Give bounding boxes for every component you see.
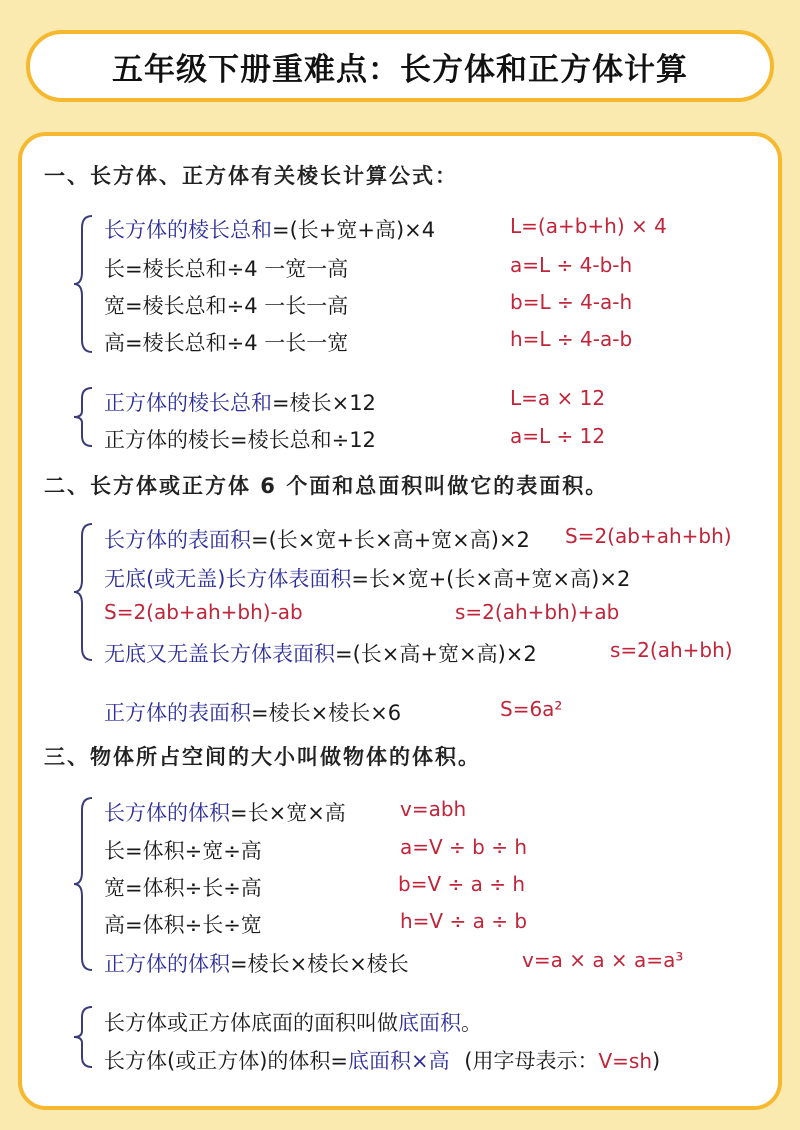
- s1-formula-5: L=a × 12: [510, 386, 606, 410]
- page-title: 五年级下册重难点：长方体和正方体计算: [112, 51, 688, 88]
- s2-line-4-text: =(长×高+宽×高)×2: [335, 642, 537, 666]
- s2-formula-1: S=2(ab+ah+bh): [565, 524, 732, 548]
- s3-line-4: 高=体积÷长÷宽: [104, 913, 262, 937]
- s3-formula-4: h=V ÷ a ÷ b: [400, 909, 528, 933]
- s1-line-5-text: =棱长×12: [272, 391, 376, 415]
- s2-line-2-term: 无底(或无盖)长方体表面积: [104, 567, 352, 591]
- s2-formula-3b: s=2(ah+bh)+ab: [455, 600, 620, 624]
- s1-line-4: 高=棱长总和÷4 一长一宽: [104, 331, 349, 355]
- s3-line-7-d: ): [652, 1049, 661, 1073]
- s3-line-5: [104, 948, 409, 978]
- s1-line-1-term: 长方体的棱长总和: [104, 218, 272, 242]
- s3-line-7: [104, 1045, 660, 1075]
- s3-line-6-c: 。: [461, 1011, 482, 1035]
- brace-2: [72, 522, 96, 662]
- s3-line-6-term: 底面积: [398, 1011, 461, 1035]
- s2-line-5-text: =棱长×棱长×6: [251, 701, 402, 725]
- s2-formula-3a: S=2(ab+ah+bh)-ab: [104, 600, 303, 624]
- s2-line-1-term: 长方体的表面积: [104, 528, 251, 552]
- s1-line-5-term: 正方体的棱长总和: [104, 391, 272, 415]
- brace-3a: [72, 796, 96, 972]
- s3-formula-5: v=a × a × a=a³: [522, 948, 684, 972]
- s2-formula-5: S=6a²: [500, 697, 563, 721]
- s3-line-1-text: =长×宽×高: [230, 801, 346, 825]
- s3-line-7-c: (用字母表示：: [464, 1049, 599, 1073]
- s3-line-7-term: 底面积×高: [347, 1049, 450, 1073]
- brace-1a: [72, 214, 96, 354]
- s2-line-5: [104, 697, 401, 727]
- s1-line-1: [104, 214, 435, 244]
- s3-line-2: 长=体积÷宽÷高: [104, 839, 262, 863]
- brace-1b: [72, 386, 96, 448]
- s3-line-6-a: 长方体或正方体底面的面积叫做: [104, 1011, 398, 1035]
- s1-line-1-text: =(长+宽+高)×4: [272, 218, 436, 242]
- s3-line-7-formula: V=sh: [598, 1049, 653, 1073]
- s3-line-1-term: 长方体的体积: [104, 801, 230, 825]
- s1-line-6: 正方体的棱长=棱长总和÷12: [104, 428, 376, 452]
- s1-formula-2: a=L ÷ 4-b-h: [510, 253, 633, 277]
- s1-formula-1: L=(a+b+h) × 4: [510, 214, 667, 238]
- s1-formula-3: b=L ÷ 4-a-h: [510, 290, 633, 314]
- section1-heading: 一、长方体、正方体有关棱长计算公式：: [44, 164, 458, 188]
- s3-formula-3: b=V ÷ a ÷ h: [398, 872, 526, 896]
- s1-formula-6: a=L ÷ 12: [510, 424, 606, 448]
- s3-line-5-text: =棱长×棱长×棱长: [230, 952, 409, 976]
- s2-line-2-text: =长×宽+(长×高+宽×高)×2: [351, 567, 631, 591]
- section3-heading: 三、物体所占空间的大小叫做物体的体积。: [44, 745, 481, 769]
- section2-heading: 二、长方体或正方体 6 个面和总面积叫做它的表面积。: [44, 474, 609, 498]
- s3-formula-2: a=V ÷ b ÷ h: [400, 835, 528, 859]
- s1-line-5: [104, 387, 376, 417]
- s1-line-2: 长=棱长总和÷4 一宽一高: [104, 257, 349, 281]
- s3-formula-1: v=abh: [400, 797, 467, 821]
- s2-line-1-text: =(长×宽+长×高+宽×高)×2: [251, 528, 530, 552]
- s2-line-4: [104, 638, 537, 668]
- s3-line-6: [104, 1007, 482, 1037]
- brace-3b: [72, 1005, 96, 1069]
- s1-formula-4: h=L ÷ 4-a-b: [510, 327, 633, 351]
- s3-line-7-a: 长方体(或正方体)的体积=: [104, 1049, 348, 1073]
- s2-line-2: [104, 563, 630, 593]
- s2-line-4-term: 无底又无盖长方体表面积: [104, 642, 335, 666]
- title-banner: [26, 30, 774, 102]
- s2-line-1: [104, 524, 530, 554]
- s2-line-5-term: 正方体的表面积: [104, 701, 251, 725]
- s3-line-5-term: 正方体的体积: [104, 952, 230, 976]
- s3-line-3: 宽=体积÷长÷高: [104, 876, 262, 900]
- s2-formula-4: s=2(ah+bh): [610, 638, 733, 662]
- s3-line-1: [104, 797, 346, 827]
- s1-line-3: 宽=棱长总和÷4 一长一高: [104, 294, 349, 318]
